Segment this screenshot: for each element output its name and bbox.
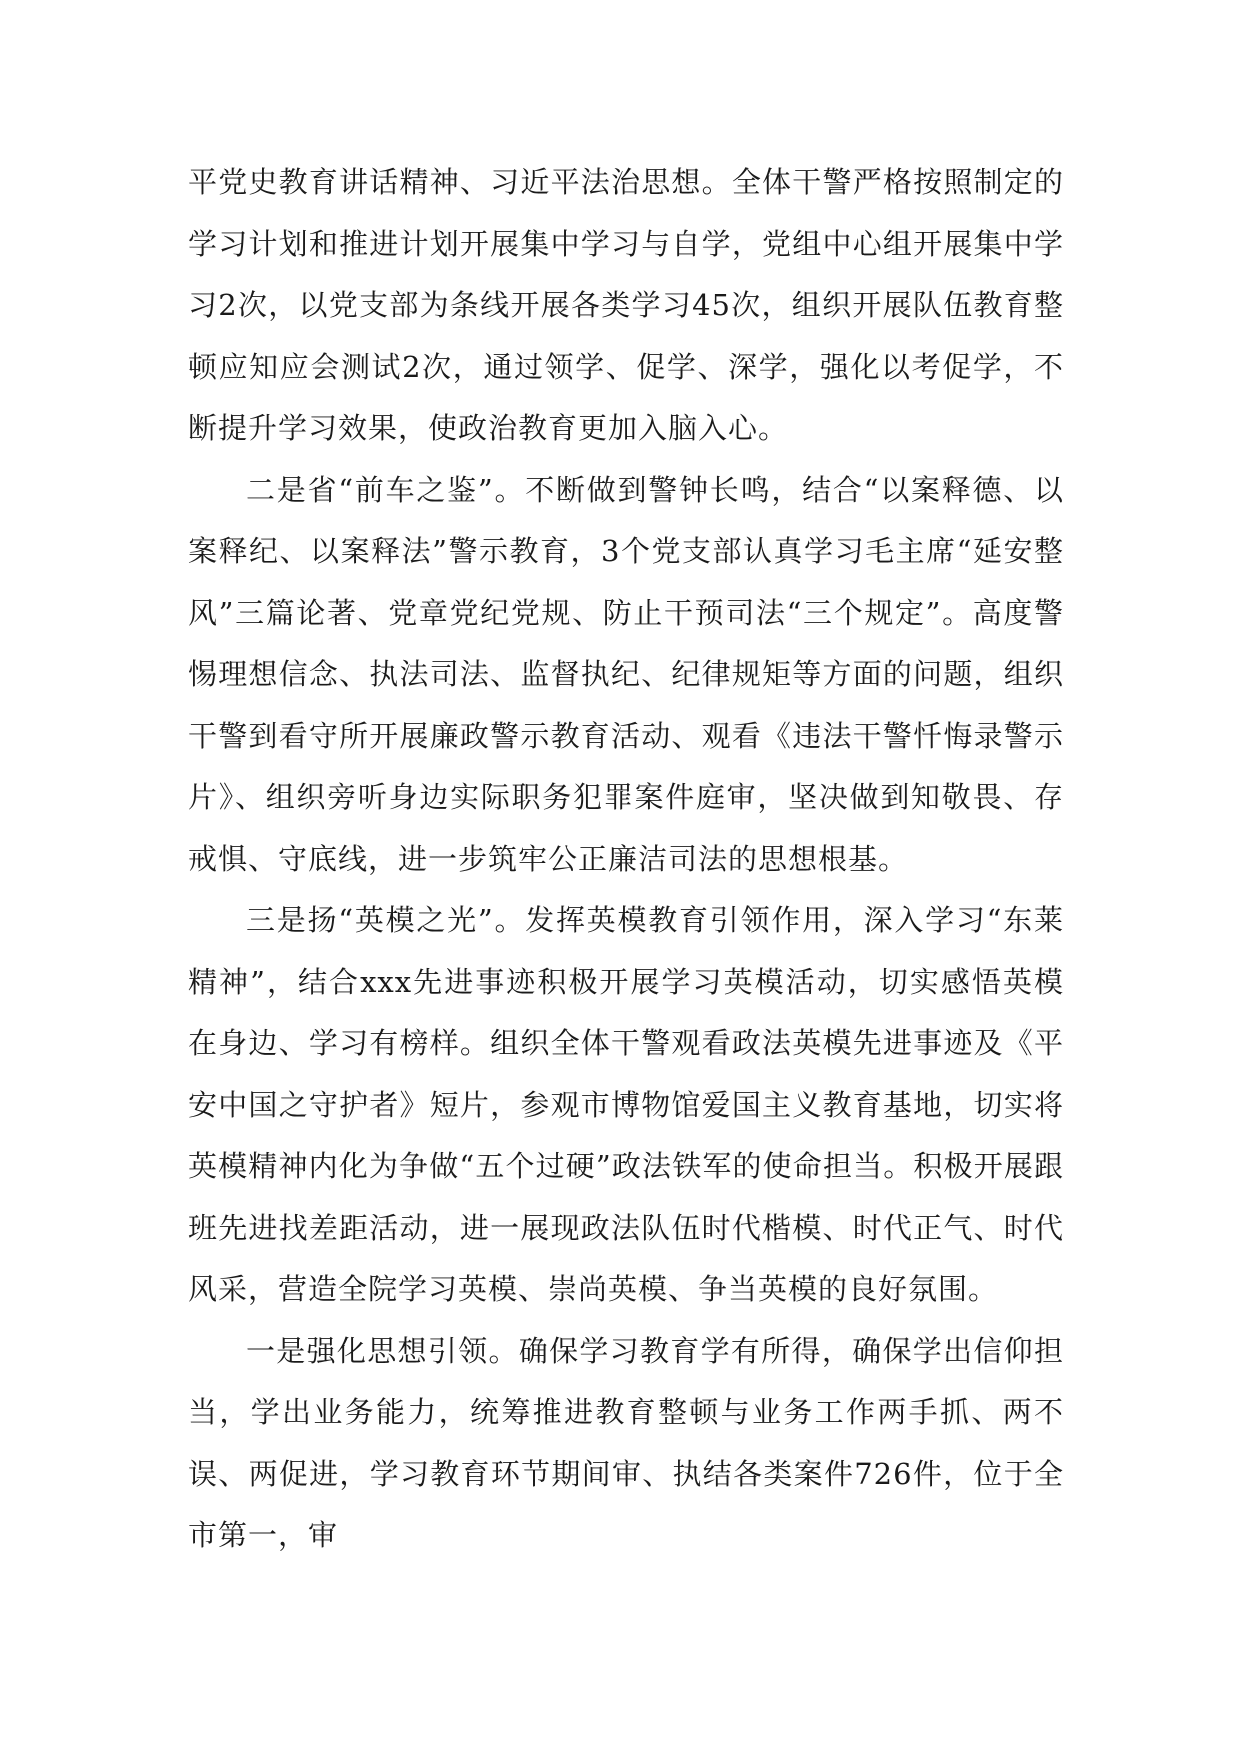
paragraph-qianche-zhijian: 二是省“前车之鉴”。不断做到警钟长鸣，结合“以案释德、以案释纪、以案释法”警示教育，3个党支部认真学习毛主席“延安整风”三篇论著、党章党纪党规、防止干预司法“三个规定”。高度警惕理想信念、执法司法、监督执纪、纪律规矩等方面的问题，组织干警到看守所开展廉政警示教育活动、观看《违法干警忏悔录警示片》、组织旁听身边实际职务犯罪案件庭审，坚决做到知敬畏、存戒惧、守底线，进一步筑牢公正廉洁司法的思想根基。 [188, 472, 1064, 876]
paragraph-sixiang-yinling: 一是强化思想引领。确保学习教育学有所得，确保学出信仰担当，学出业务能力，统筹推进教育整顿与业务工作两手抓、两不误、两促进，学习教育环节期间审、执结各类案件726件，位于全市第一，审 [188, 1333, 1064, 1552]
paragraph-yingmo-zhiguang: 三是扬“英模之光”。发挥英模教育引领作用，深入学习“东莱精神”，结合xxx先进事迹积极开展学习英模活动，切实感悟英模在身边、学习有榜样。组织全体干警观看政法英模先进事迹及《平安中国之守护者》短片，参观市博物馆爱国主义教育基地，切实将英模精神内化为争做“五个过硬”政法铁军的使命担当。积极开展跟班先进找差距活动，进一展现政法队伍时代楷模、时代正气、时代风采，营造全院学习英模、崇尚英模、争当英模的良好氛围。 [188, 903, 1064, 1306]
paragraph-continuation: 平党史教育讲话精神、习近平法治思想。全体干警严格按照制定的学习计划和推进计划开展集中学习与自学，党组中心组开展集中学习2次，以党支部为条线开展各类学习45次，组织开展队伍教育整顿应知应会测试2次，通过领学、促学、深学，强化以考促学，不断提升学习效果，使政治教育更加入脑入心。 [188, 165, 1064, 445]
document-body [188, 152, 1064, 1567]
